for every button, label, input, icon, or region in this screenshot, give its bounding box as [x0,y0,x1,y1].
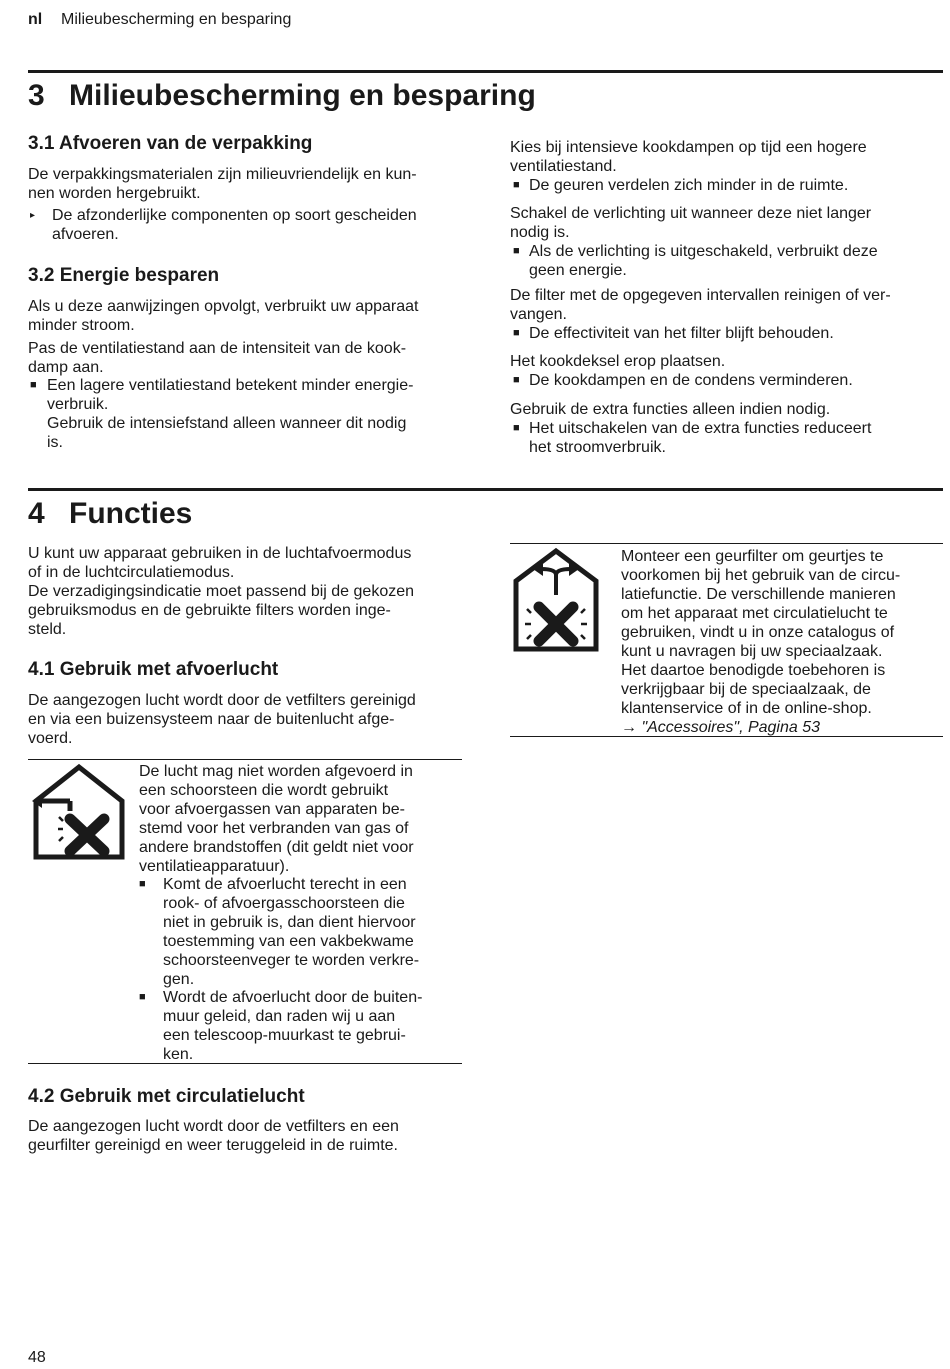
energy-tip-5-bullet: De kookdampen en de condens verminderen. [529,372,853,389]
energy-tip-2: Kies bij intensieve kookdampen op tijd een hogere ventilatiestand. [510,139,867,175]
arrow-right-icon: → [621,719,637,736]
chapter3-number: 3 [28,79,45,112]
exhaust-warning-text: De lucht mag niet worden afgevoerd in een schoorsteen die wordt gebruikt voor afvoergassen van apparaten be- stemd voor het verbranden van gas of andere brandstoffen (dit geldt niet voor ventilatieapparatuur). [139,763,414,875]
square-bullet-icon: ■ [513,422,520,434]
exhaust-house-icon [30,763,128,861]
header-lang: nl [28,11,43,28]
header-title: Milieubescherming en besparing [61,11,292,28]
chapter3-rule [28,70,943,73]
recirc-box-top-rule [510,543,943,544]
chapter4-intro: U kunt uw apparaat gebruiken in de luchtafvoermodus of in de luchtcirculatiemodus. De verzadigingsindicatie moet passend bij de gekozen gebruiksmodus en de gebruikte filters worden inge- steld. [28,545,415,638]
exhaust-box-top-rule [28,759,462,760]
section-4-1-para: De aangezogen lucht wordt door de vetfilters gereinigd en via een buizensysteem naar de buitenlucht afge- voerd. [28,692,416,747]
page-number: 48 [28,1349,46,1366]
section-4-2-para: De aangezogen lucht wordt door de vetfilters en een geurfilter gereinigd en weer teruggeleid in de ruimte. [28,1118,399,1154]
energy-tip-4: De filter met de opgegeven intervallen reinigen of ver- vangen. [510,287,891,323]
chapter4-title: Functies [69,497,193,530]
square-bullet-icon: ■ [513,327,520,339]
section-4-2-title: 4.2 Gebruik met circulatielucht [28,1086,305,1107]
square-bullet-icon: ■ [513,179,520,191]
section-3-1-title: 3.1 Afvoeren van de verpakking [28,133,313,154]
section-4-1-title: 4.1 Gebruik met afvoerlucht [28,659,279,680]
chapter4-rule [28,488,943,491]
recirculation-house-icon [511,547,601,653]
section-3-2-tip1-bullet: Een lagere ventilatiestand betekent minder energie- verbruik. Gebruik de intensiefstand alleen wanneer dit nodig is. [47,377,414,451]
energy-tip-3: Schakel de verlichting uit wanneer deze niet langer nodig is. [510,205,872,241]
energy-tip-6: Gebruik de extra functies alleen indien nodig. [510,401,831,418]
triangle-right-icon: ▸ [30,210,36,221]
square-bullet-icon: ■ [139,991,146,1003]
exhaust-box-bottom-rule [28,1063,462,1064]
section-3-2-title: 3.2 Energie besparen [28,265,220,286]
energy-tip-2-bullet: De geuren verdelen zich minder in de ruimte. [529,177,849,194]
exhaust-warning-bullet-2: Wordt de afvoerlucht door de buiten- muur geleid, dan raden wij u aan een telescoop-muurkast te gebrui- ken. [163,989,423,1063]
section-3-2-tip1: Pas de ventilatiestand aan de intensiteit van de kook- damp aan. [28,340,407,376]
energy-tip-3-bullet: Als de verlichting is uitgeschakeld, verbruikt deze geen energie. [529,243,878,279]
energy-tip-5: Het kookdeksel erop plaatsen. [510,353,726,370]
square-bullet-icon: ■ [30,379,37,391]
energy-tip-4-bullet: De effectiviteit van het filter blijft behouden. [529,325,834,342]
recirc-box-bottom-rule [510,736,943,737]
energy-tip-6-bullet: Het uitschakelen van de extra functies reduceert het stroomverbruik. [529,420,872,456]
section-3-1-para: De verpakkingsmaterialen zijn milieuvriendelijk en kun- nen worden hergebruikt. [28,166,417,202]
square-bullet-icon: ■ [139,878,146,890]
section-3-2-intro: Als u deze aanwijzingen opvolgt, verbruikt uw apparaat minder stroom. [28,298,419,334]
square-bullet-icon: ■ [513,245,520,257]
recirc-box-text: Monteer een geurfilter om geurtjes te voorkomen bij het gebruik van de circu- latiefunctie. De verschillende manieren om het apparaat met circulatielucht te gebruiken, vindt u in onze catalogus of kunt u navragen bij uw speciaalzaak. Het daartoe benodigde toebehoren is verkrijgbaar bij de speciaalzaak, de klantenservice of in de online-shop. → "Accessoires", Pagina 53 [621,548,901,736]
section-3-1-step: De afzonderlijke componenten op soort gescheiden afvoeren. [52,207,417,243]
chapter3-title: Milieubescherming en besparing [69,79,536,112]
chapter4-number: 4 [28,497,45,530]
accessoires-link[interactable]: "Accessoires", Pagina 53 [641,719,821,736]
square-bullet-icon: ■ [513,374,520,386]
exhaust-warning-bullet-1: Komt de afvoerlucht terecht in een rook- of afvoergasschoorsteen die niet in gebruik is, dan dient hiervoor toestemming van een vakbekwame schoorsteenveger te worden verkre- gen. [163,876,420,988]
